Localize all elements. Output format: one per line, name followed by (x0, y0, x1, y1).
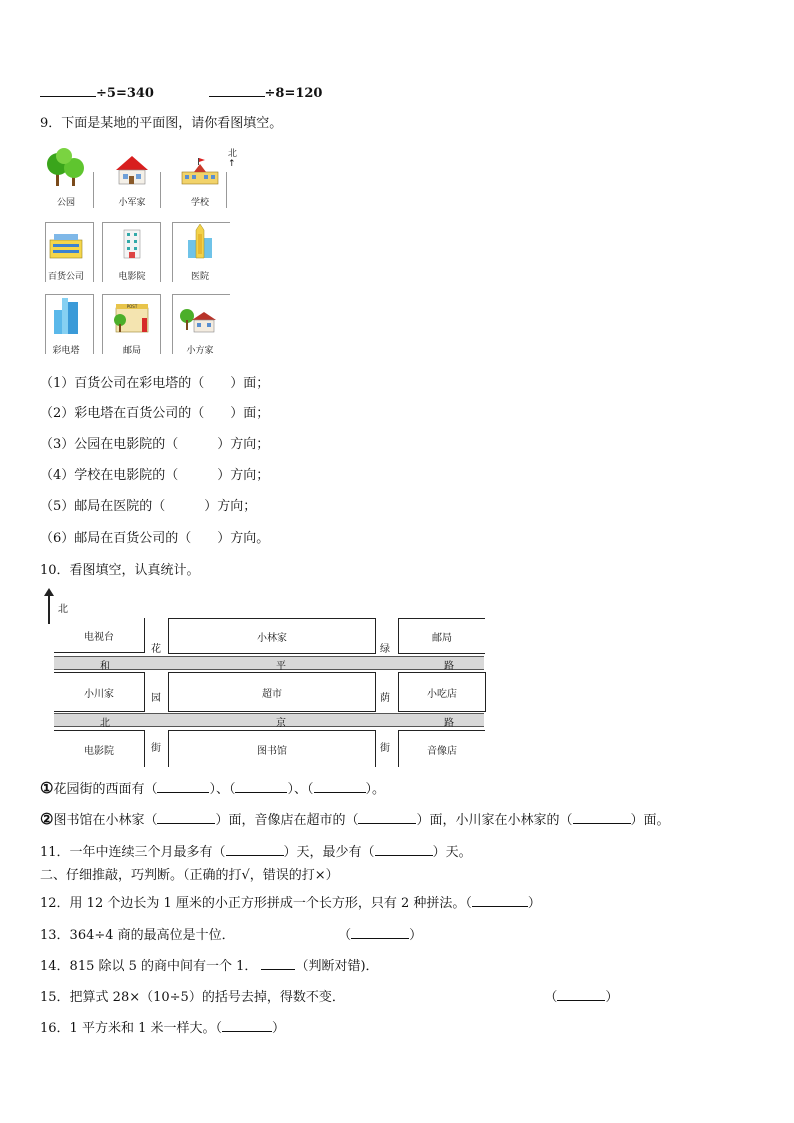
north-label: 北 (228, 149, 238, 159)
answer-blank[interactable] (235, 780, 287, 793)
place-hospital (174, 220, 226, 282)
q14-text: 14．815 除以 5 的商中间有一个 1． (40, 959, 258, 974)
north-label: 北 (58, 604, 68, 615)
q10-sub-2 (40, 811, 670, 829)
q15-open: （ (550, 990, 558, 1005)
place-school (174, 146, 226, 208)
place-cinema (106, 220, 158, 282)
q10-sub-1-text: 花园街的西面有（ (53, 782, 158, 797)
q10-sub-2-mid: ）面，小川家在小林家的（ (416, 813, 573, 828)
place-label: 邮局 (122, 346, 141, 356)
place-post-office (106, 294, 158, 356)
q9-sub-5: （5）邮局在医院的（ ）方向； (40, 499, 257, 514)
place-tv-tower (40, 294, 92, 356)
grid-divider (226, 172, 227, 208)
q11-text: 11．一年中连续三个月最多有（ (40, 845, 226, 860)
grid-divider (93, 294, 94, 354)
block-xiaochuan-home: 小川家 (54, 672, 145, 712)
answer-blank[interactable] (375, 843, 433, 856)
q13-end: ） (409, 928, 423, 943)
answer-blank[interactable] (351, 926, 409, 939)
grid-divider (172, 222, 173, 282)
answer-blank[interactable] (261, 957, 295, 970)
road-char: 和 (100, 661, 110, 672)
q10-sub-2-text: 图书馆在小林家（ (53, 813, 158, 828)
question-13 (40, 926, 422, 944)
road-char: 路 (444, 718, 454, 729)
q9-sub-2: （2）彩电塔在百货公司的（ ）面； (40, 406, 270, 421)
north-arrow-icon (48, 592, 50, 624)
post-office-icon (110, 294, 154, 338)
answer-blank[interactable] (222, 1019, 272, 1032)
grid-divider (160, 294, 161, 354)
q10-sub-1 (40, 780, 385, 798)
q15-end: ） (605, 990, 619, 1005)
street-char: 荫 (380, 693, 390, 704)
q9-sub-6: （6）邮局在百货公司的（ ）方向。 (40, 531, 270, 546)
school-building-icon (178, 146, 222, 190)
map-grid (40, 146, 240, 360)
street-char: 街 (380, 743, 390, 754)
block-library: 图书馆 (168, 730, 376, 767)
question-16 (40, 1019, 285, 1037)
park-trees-icon (44, 146, 88, 190)
tv-tower-icon (44, 294, 88, 338)
street-char: 花 (151, 644, 161, 655)
answer-blank[interactable] (314, 780, 366, 793)
place-label: 电影院 (118, 272, 146, 282)
question-15 (40, 988, 618, 1006)
road-char: 路 (444, 661, 454, 672)
place-label: 医院 (190, 272, 209, 282)
place-label: 小方家 (186, 346, 214, 356)
q10-sub-1-end: ）。 (365, 782, 386, 797)
q9-sub-4: （4）学校在电影院的（ ）方向； (40, 468, 270, 483)
block-cinema: 电影院 (54, 730, 145, 767)
block-post-office: 邮局 (398, 618, 485, 654)
grid-divider (172, 294, 173, 354)
villa-house-icon (178, 294, 222, 338)
q10-sub-2-end: ）面。 (630, 813, 670, 828)
section-2-heading: 二、仔细推敲，巧判断。（正确的打√，错误的打×） (40, 868, 339, 883)
place-label: 小军家 (118, 198, 146, 208)
q16-text: 16．1 平方米和 1 米一样大。（ (40, 1021, 222, 1036)
answer-blank[interactable] (557, 988, 605, 1001)
cinema-building-icon (110, 220, 154, 264)
place-label: 学校 (190, 198, 209, 208)
street-map (40, 592, 490, 768)
q15-text: 15．把算式 28×（10÷5）的括号去掉，得数不变． (40, 990, 345, 1005)
question-12 (40, 894, 541, 912)
q11-mid: ）天，最少有（ (283, 845, 375, 860)
post-sign: POST (126, 304, 138, 309)
place-label: 彩电塔 (52, 346, 80, 356)
q9-sub-3: （3）公园在电影院的（ ）方向； (40, 437, 270, 452)
road-char: 平 (276, 661, 286, 672)
grid-divider (160, 172, 161, 208)
q10-sub-2-mid: ）面，音像店在超市的（ (215, 813, 359, 828)
place-department-store (40, 220, 92, 282)
q10-sub-1-sep: ）、（ (287, 782, 314, 797)
street-char: 绿 (380, 644, 390, 655)
q16-end: ） (271, 1021, 285, 1036)
grid-divider (93, 172, 94, 208)
circled-number: ① (40, 779, 54, 797)
answer-blank[interactable] (40, 84, 96, 97)
answer-blank[interactable] (573, 811, 631, 824)
grid-divider (160, 222, 161, 282)
question-10-title: 10．看图填空，认真统计。 (40, 563, 200, 578)
place-park (40, 146, 92, 208)
north-arrowhead-icon (44, 588, 54, 596)
q11-end: ）天。 (432, 845, 472, 860)
grid-divider (102, 294, 103, 354)
north-arrow-icon: ↑ (228, 159, 236, 169)
grid-divider (102, 222, 103, 282)
department-store-icon (44, 220, 88, 264)
street-char: 园 (151, 693, 161, 704)
question-11 (40, 843, 472, 861)
block-snack-shop: 小吃店 (398, 672, 486, 712)
block-xiaolin-home: 小林家 (168, 618, 376, 654)
equation-1: ÷5=340 (96, 86, 154, 101)
q9-sub-1: （1）百货公司在彩电塔的（ ）面； (40, 376, 270, 391)
answer-blank[interactable] (472, 894, 528, 907)
q13-text: 13．364÷4 商的最高位是十位． (40, 928, 235, 943)
block-supermarket: 超市 (168, 672, 376, 712)
top-equation-line (40, 84, 322, 102)
q12-end: ） (527, 896, 541, 911)
q10-sub-1-sep: ）、（ (209, 782, 236, 797)
question-14 (40, 957, 379, 975)
answer-blank[interactable] (358, 811, 416, 824)
answer-blank[interactable] (226, 843, 284, 856)
answer-blank[interactable] (157, 780, 209, 793)
house-icon (110, 146, 154, 190)
road-beijing (54, 713, 484, 727)
road-heping (54, 656, 484, 670)
q14-end: （判断对错)． (295, 959, 379, 974)
answer-blank[interactable] (209, 84, 265, 97)
road-char: 北 (100, 718, 110, 729)
place-xiaojun-home (106, 146, 158, 208)
place-xiaofang-home (174, 294, 226, 356)
road-char: 京 (276, 718, 286, 729)
q13-open: （ (344, 928, 352, 943)
block-music-store: 音像店 (398, 730, 485, 767)
question-9-title: 9．下面是某地的平面图，请你看图填空。 (40, 116, 283, 131)
street-char: 街 (151, 743, 161, 754)
place-label: 公园 (56, 198, 75, 208)
block-tv-station: 电视台 (54, 618, 145, 653)
equation-2: ÷8=120 (264, 86, 323, 101)
answer-blank[interactable] (157, 811, 215, 824)
place-label: 百货公司 (47, 272, 84, 282)
q12-text: 12．用 12 个边长为 1 厘米的小正方形拼成一个长方形，只有 2 种拼法。（ (40, 896, 472, 911)
grid-divider (93, 222, 94, 282)
circled-number: ② (40, 810, 54, 828)
hospital-tower-icon (178, 220, 222, 264)
